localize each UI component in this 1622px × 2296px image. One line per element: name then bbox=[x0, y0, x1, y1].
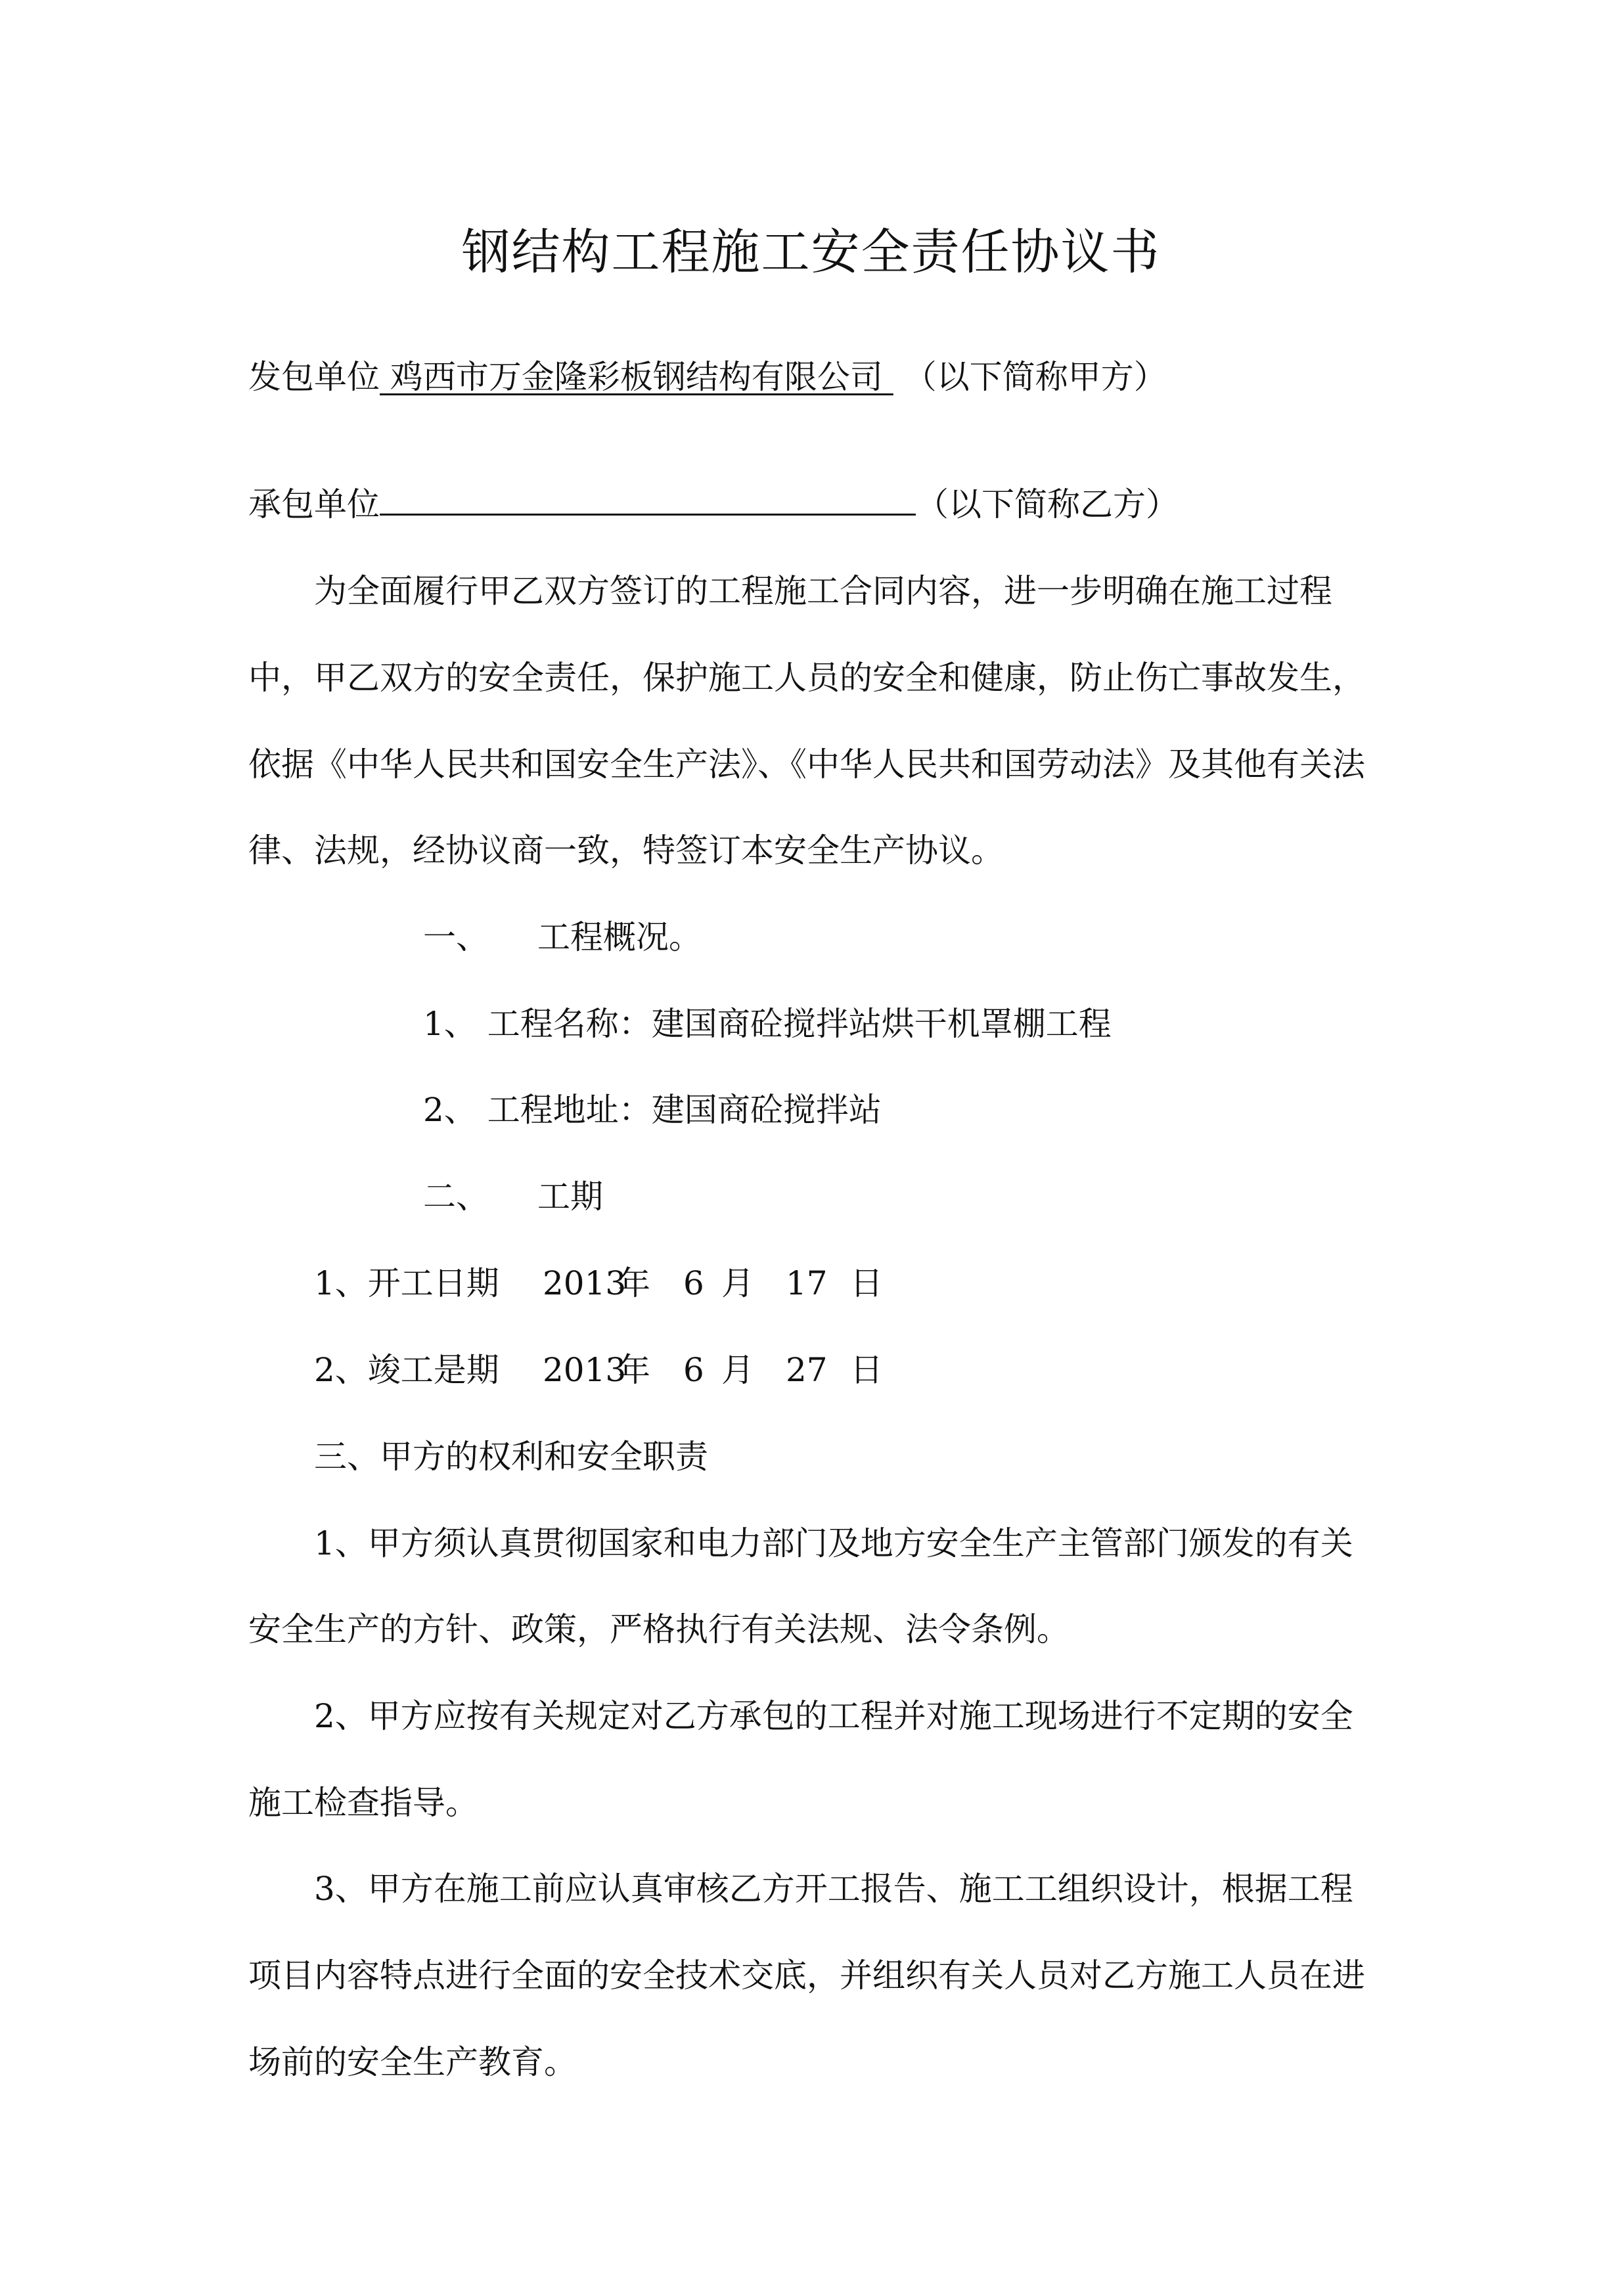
preamble-line-2: 中，甲乙双方的安全责任，保护施工人员的安全和健康，防止伤亡事故发生， bbox=[248, 659, 1365, 697]
end-day-unit: 日 bbox=[850, 1351, 883, 1389]
clause-1-line-1: 1、甲方须认真贯彻国家和电力部门及地方安全生产主管部门颁发的有关 bbox=[314, 1524, 1353, 1562]
employer-note: （以下简称甲方） bbox=[903, 358, 1167, 396]
clause-2-line-2: 施工检查指导。 bbox=[248, 1784, 478, 1822]
start-day-unit: 日 bbox=[850, 1264, 883, 1302]
employer-name: 鸡西市万金隆彩板钢结构有限公司 bbox=[380, 358, 893, 396]
end-year: 2013 bbox=[543, 1351, 627, 1389]
start-month-unit: 月 bbox=[721, 1264, 754, 1302]
clause-3-line-2: 项目内容特点进行全面的安全技术交底，并组织有关人员对乙方施工人员在进 bbox=[248, 1956, 1365, 1995]
contractor-line bbox=[248, 483, 1179, 525]
start-day: 17 bbox=[786, 1264, 828, 1302]
section-3-heading: 三、甲方的权利和安全职责 bbox=[314, 1438, 708, 1476]
preamble-line-3: 依据《中华人民共和国安全生产法》、《中华人民共和国劳动法》及其他有关法 bbox=[248, 745, 1365, 784]
employer-label: 发包单位 bbox=[248, 358, 380, 396]
preamble-line-1: 为全面履行甲乙双方签订的工程施工合同内容，进一步明确在施工过程 bbox=[314, 572, 1332, 610]
section-2-heading: 工期 bbox=[537, 1178, 603, 1216]
start-date-label: 1、开工日期 bbox=[314, 1264, 499, 1302]
start-month: 6 bbox=[683, 1264, 704, 1302]
contractor-name-blank bbox=[380, 485, 916, 516]
project-name: 1、 工程名称：建国商砼搅拌站烘干机罩棚工程 bbox=[423, 1005, 1112, 1043]
section-1-number: 一、 bbox=[423, 918, 489, 956]
section-1-heading: 工程概况。 bbox=[537, 918, 702, 956]
project-address: 2、 工程地址：建国商砼搅拌站 bbox=[423, 1091, 882, 1129]
end-day: 27 bbox=[786, 1351, 828, 1389]
start-year-unit: 年 bbox=[618, 1264, 650, 1302]
clause-1-line-2: 安全生产的方针、政策，严格执行有关法规、法令条例。 bbox=[248, 1610, 1070, 1648]
clause-2-line-1: 2、甲方应按有关规定对乙方承包的工程并对施工现场进行不定期的安全 bbox=[314, 1697, 1353, 1735]
employer-line bbox=[248, 356, 1167, 398]
end-month: 6 bbox=[683, 1351, 704, 1389]
document-title: 钢结构工程施工安全责任协议书 bbox=[461, 224, 1161, 280]
contractor-note: （以下简称乙方） bbox=[916, 485, 1179, 523]
contractor-label: 承包单位 bbox=[248, 485, 380, 523]
end-date-label: 2、竣工是期 bbox=[314, 1351, 499, 1389]
end-month-unit: 月 bbox=[721, 1351, 754, 1389]
clause-3-line-1: 3、甲方在施工前应认真审核乙方开工报告、施工工组织设计，根据工程 bbox=[314, 1870, 1353, 1908]
preamble-line-4: 律、法规，经协议商一致，特签订本安全生产协议。 bbox=[248, 831, 1004, 870]
section-2-number: 二、 bbox=[423, 1178, 489, 1216]
clause-3-line-3: 场前的安全生产教育。 bbox=[248, 2043, 577, 2081]
start-year: 2013 bbox=[543, 1264, 627, 1302]
end-year-unit: 年 bbox=[618, 1351, 650, 1389]
